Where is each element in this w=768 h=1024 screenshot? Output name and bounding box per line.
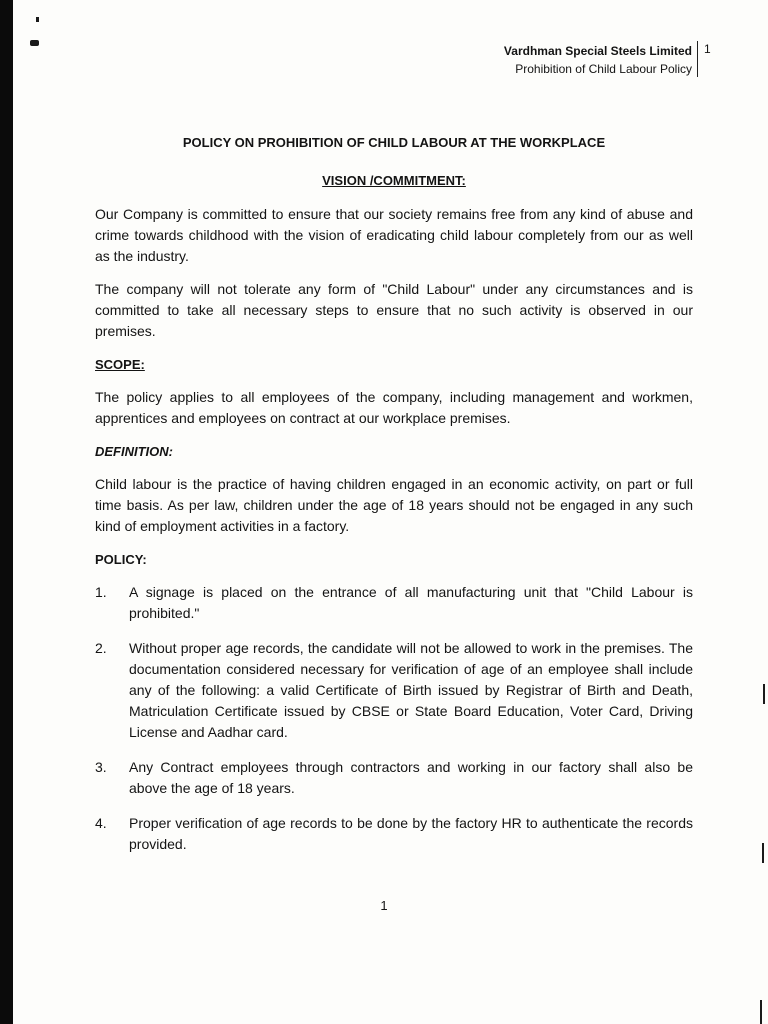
list-item-number: 1. — [95, 584, 107, 600]
list-item-text: Proper verification of age records to be done by the factory HR to authenticate the records provided. — [129, 815, 693, 852]
page-header — [430, 42, 692, 78]
vision-paragraph: The company will not tolerate any form of "Child Labour" under any circumstances and is committed to take all necessary steps to ensure that no such activity is observed in our premises. — [95, 281, 693, 339]
list-item-number: 3. — [95, 759, 107, 775]
list-item-text: Any Contract employees through contractors and working in our factory shall also be above the age of 18 years. — [129, 759, 693, 796]
list-item — [95, 582, 693, 624]
list-item — [95, 813, 693, 855]
vision-paragraph: Our Company is committed to ensure that our society remains free from any kind of abuse and crime towards childhood with the vision of eradicating child labour completely from our as well as the industry. — [95, 206, 693, 264]
header-divider — [697, 41, 698, 77]
policy-heading: POLICY: — [95, 552, 147, 567]
scope-heading: SCOPE: — [95, 357, 145, 372]
list-item-text: Without proper age records, the candidate will not be allowed to work in the premises. The documentation considered necessary for verification of age of an employee shall include any of the following: a valid Certificate of Birth issued by Registrar of Birth and Death, Matriculation Certificate issued by CBSE or State Board Education, Voter Card, Driving License and Aadhar card. — [129, 640, 693, 740]
list-item — [95, 638, 693, 743]
scope-paragraph: The policy applies to all employees of the company, including management and workmen, apprentices and employees on contract at our workplace premises. — [95, 389, 693, 426]
list-item — [95, 757, 693, 799]
list-item-text: A signage is placed on the entrance of all manufacturing unit that "Child Labour is prohibited." — [129, 584, 693, 621]
scan-speck — [30, 40, 39, 46]
scan-left-edge — [0, 0, 13, 1024]
header-document-name: Prohibition of Child Labour Policy — [515, 62, 692, 76]
document-title: POLICY ON PROHIBITION OF CHILD LABOUR AT THE WORKPLACE — [182, 135, 606, 150]
definition-heading: DEFINITION: — [95, 444, 173, 459]
policy-list — [95, 582, 693, 855]
header-company: Vardhman Special Steels Limited — [503, 44, 692, 58]
document-body — [95, 132, 693, 869]
footer-page-number: 1 — [380, 898, 388, 913]
vision-heading: VISION /COMMITMENT: — [322, 173, 466, 188]
scan-speck — [760, 1000, 762, 1024]
header-page-number: 1 — [704, 42, 711, 56]
definition-paragraph: Child labour is the practice of having children engaged in an economic activity, on part or full time basis. As per law, children under the age of 18 years should not be engaged in any such kind of employment activities in a factory. — [95, 476, 693, 534]
list-item-number: 2. — [95, 640, 107, 656]
scan-speck — [762, 843, 764, 863]
scan-speck — [36, 17, 39, 22]
list-item-number: 4. — [95, 815, 107, 831]
scan-speck — [763, 684, 765, 704]
